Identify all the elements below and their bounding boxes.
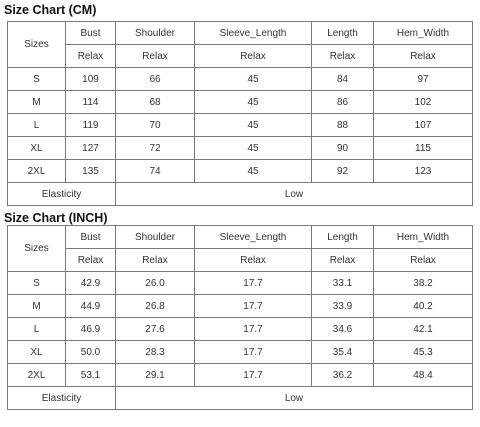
table-cell: 107 xyxy=(374,114,473,137)
table-cell: 74 xyxy=(116,160,195,183)
column-header-shoulder: Shoulder xyxy=(116,226,195,249)
table-cell: 109 xyxy=(66,68,116,91)
table-cell: 50.0 xyxy=(66,341,116,364)
table-cell: 17.7 xyxy=(195,318,312,341)
table-row xyxy=(8,272,473,295)
size-label: L xyxy=(8,318,66,341)
table-cell: 45.3 xyxy=(374,341,473,364)
table-cell: 28.3 xyxy=(116,341,195,364)
table-cell: 114 xyxy=(66,91,116,114)
size-label: S xyxy=(8,272,66,295)
fit-cell: Relax xyxy=(66,249,116,272)
table-cell: 42.1 xyxy=(374,318,473,341)
table-cell: 123 xyxy=(374,160,473,183)
fit-cell: Relax xyxy=(195,45,312,68)
table-cell: 42.9 xyxy=(66,272,116,295)
table-cell: 45 xyxy=(195,160,312,183)
table-cell: 90 xyxy=(312,137,374,160)
table-cell: 127 xyxy=(66,137,116,160)
table-row xyxy=(8,364,473,387)
table-cell: 40.2 xyxy=(374,295,473,318)
table-cell: 17.7 xyxy=(195,272,312,295)
table-cell: 102 xyxy=(374,91,473,114)
elasticity-value: Low xyxy=(116,387,473,410)
column-header-bust: Bust xyxy=(66,22,116,45)
table-row xyxy=(8,318,473,341)
table-cell: 36.2 xyxy=(312,364,374,387)
elasticity-label: Elasticity xyxy=(8,387,116,410)
table-cell: 35.4 xyxy=(312,341,374,364)
header-row xyxy=(8,226,473,249)
column-header-length: Length xyxy=(312,226,374,249)
table-cell: 68 xyxy=(116,91,195,114)
table-row xyxy=(8,160,473,183)
fit-cell: Relax xyxy=(66,45,116,68)
column-header-shoulder: Shoulder xyxy=(116,22,195,45)
column-header-sleeve-length: Sleeve_Length xyxy=(195,226,312,249)
size-label: S xyxy=(8,68,66,91)
table-cell: 84 xyxy=(312,68,374,91)
table-cell: 46.9 xyxy=(66,318,116,341)
table-row xyxy=(8,137,473,160)
table-cell: 88 xyxy=(312,114,374,137)
fit-cell: Relax xyxy=(374,249,473,272)
table-cell: 119 xyxy=(66,114,116,137)
table-cell: 34.6 xyxy=(312,318,374,341)
table-cell: 17.7 xyxy=(195,295,312,318)
table-cell: 97 xyxy=(374,68,473,91)
size-label: 2XL xyxy=(8,364,66,387)
elasticity-label: Elasticity xyxy=(8,183,116,206)
table-row xyxy=(8,91,473,114)
elasticity-row xyxy=(8,387,473,410)
table-row xyxy=(8,295,473,318)
table-cell: 44.9 xyxy=(66,295,116,318)
table-cell: 29.1 xyxy=(116,364,195,387)
table-row xyxy=(8,114,473,137)
table-cell: 53.1 xyxy=(66,364,116,387)
table-cell: 45 xyxy=(195,68,312,91)
fit-cell: Relax xyxy=(116,249,195,272)
fit-cell: Relax xyxy=(116,45,195,68)
table-cell: 33.1 xyxy=(312,272,374,295)
table-cell: 45 xyxy=(195,114,312,137)
column-header-hem-width: Hem_Width xyxy=(374,226,473,249)
table-cell: 115 xyxy=(374,137,473,160)
size-chart-cm-table xyxy=(7,21,473,206)
column-header-sleeve-length: Sleeve_Length xyxy=(195,22,312,45)
table-cell: 45 xyxy=(195,137,312,160)
column-header-length: Length xyxy=(312,22,374,45)
table-cell: 48.4 xyxy=(374,364,473,387)
table-cell: 86 xyxy=(312,91,374,114)
table-cell: 135 xyxy=(66,160,116,183)
size-chart-inch-table xyxy=(7,225,473,410)
table-cell: 27.6 xyxy=(116,318,195,341)
fit-row xyxy=(8,249,473,272)
table-cell: 92 xyxy=(312,160,374,183)
table-cell: 70 xyxy=(116,114,195,137)
size-chart-cm-title: Size Chart (CM) xyxy=(4,3,97,17)
sizes-header: Sizes xyxy=(8,226,66,272)
fit-cell: Relax xyxy=(312,249,374,272)
table-row xyxy=(8,341,473,364)
column-header-bust: Bust xyxy=(66,226,116,249)
header-row xyxy=(8,22,473,45)
table-cell: 45 xyxy=(195,91,312,114)
fit-cell: Relax xyxy=(312,45,374,68)
fit-cell: Relax xyxy=(195,249,312,272)
table-cell: 26.0 xyxy=(116,272,195,295)
size-label: 2XL xyxy=(8,160,66,183)
fit-row xyxy=(8,45,473,68)
size-label: L xyxy=(8,114,66,137)
table-row xyxy=(8,68,473,91)
fit-cell: Relax xyxy=(374,45,473,68)
table-cell: 26.8 xyxy=(116,295,195,318)
table-cell: 17.7 xyxy=(195,341,312,364)
size-label: XL xyxy=(8,137,66,160)
table-cell: 17.7 xyxy=(195,364,312,387)
table-cell: 38.2 xyxy=(374,272,473,295)
table-cell: 66 xyxy=(116,68,195,91)
elasticity-row xyxy=(8,183,473,206)
sizes-header: Sizes xyxy=(8,22,66,68)
size-label: M xyxy=(8,295,66,318)
table-cell: 72 xyxy=(116,137,195,160)
column-header-hem-width: Hem_Width xyxy=(374,22,473,45)
size-label: M xyxy=(8,91,66,114)
size-chart-inch-title: Size Chart (INCH) xyxy=(4,211,108,225)
elasticity-value: Low xyxy=(116,183,473,206)
size-label: XL xyxy=(8,341,66,364)
table-cell: 33.9 xyxy=(312,295,374,318)
